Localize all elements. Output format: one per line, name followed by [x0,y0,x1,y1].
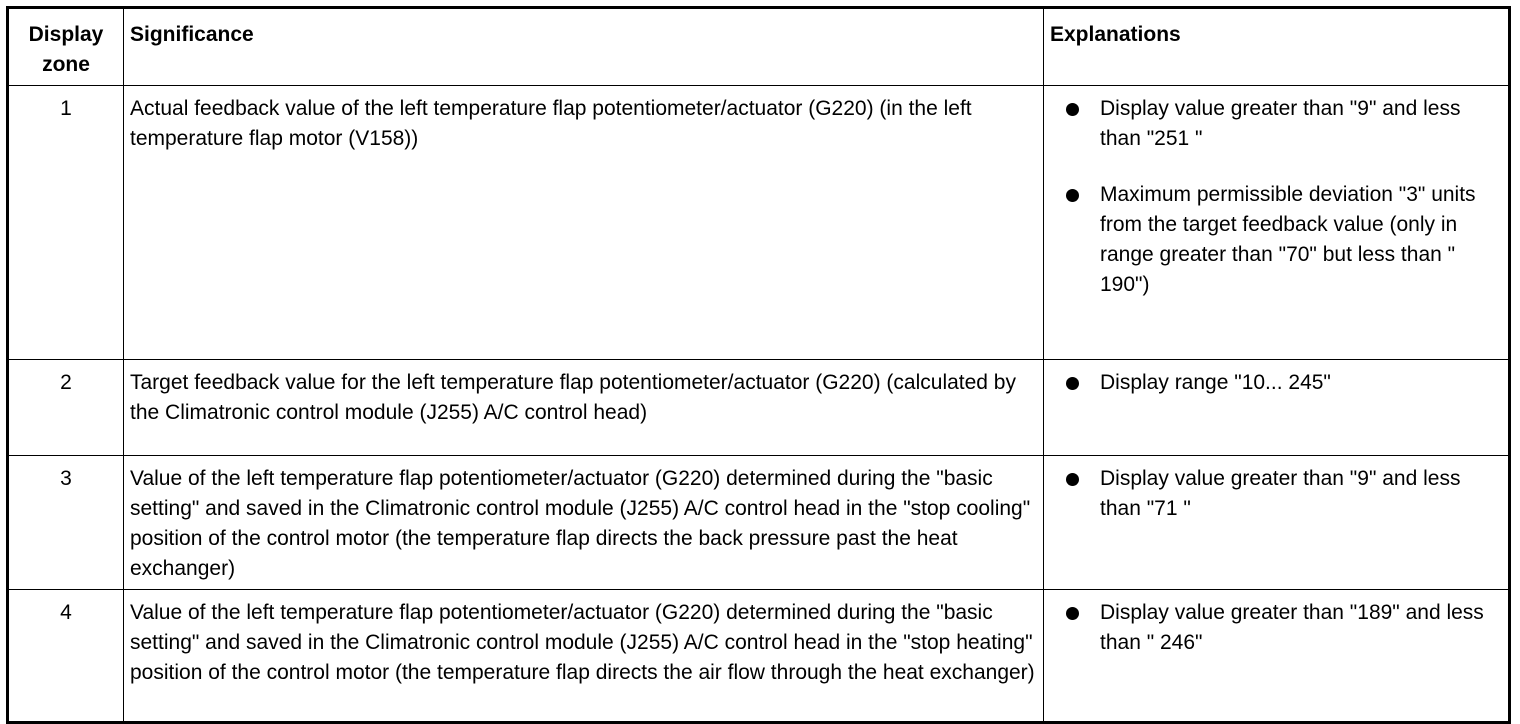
explanations-cell [1044,456,1510,590]
explanation-item [1064,180,1502,300]
bullet-icon [1066,103,1079,116]
explanation-item [1064,598,1502,658]
explanation-item [1064,464,1502,524]
header-significance: Significance [124,8,1044,86]
significance-text: Value of the left temperature flap potentiometer/actuator (G220) determined during the "basic setting" and saved in the Climatronic control module (J255) A/C control head in the "stop heating" position of the control motor (the temperature flap directs the air flow through the heat exchanger) [124,590,1044,723]
explanation-item [1064,368,1502,398]
significance-text: Target feedback value for the left temperature flap potentiometer/actuator (G220) (calculated by the Climatronic control module (J255) A/C control head) [124,360,1044,456]
explanation-list [1064,368,1502,398]
table-row [8,456,1510,590]
significance-text: Actual feedback value of the left temperature flap potentiometer/actuator (G220) (in the left temperature flap motor (V158)) [124,86,1044,360]
explanation-list [1064,94,1502,300]
zone-number: 1 [8,86,124,360]
explanation-text: Display value greater than "9" and less than "71 " [1100,467,1461,520]
explanations-cell [1044,590,1510,723]
zone-number: 2 [8,360,124,456]
display-zone-table [6,6,1511,724]
bullet-icon [1066,377,1079,390]
explanation-text: Display value greater than "189" and less than " 246" [1100,601,1484,654]
table-row [8,590,1510,723]
zone-number: 3 [8,456,124,590]
explanations-cell [1044,360,1510,456]
table-row [8,360,1510,456]
header-display-zone: Display zone [8,8,124,86]
explanation-text: Display value greater than "9" and less than "251 " [1100,97,1461,150]
bullet-icon [1066,607,1079,620]
explanation-text: Maximum permissible deviation "3" units from the target feedback value (only in range greater than "70" but less than " 190") [1100,183,1476,296]
table-header-row [8,8,1510,86]
explanations-cell [1044,86,1510,360]
significance-text: Value of the left temperature flap potentiometer/actuator (G220) determined during the "basic setting" and saved in the Climatronic control module (J255) A/C control head in the "stop cooling" position of the control motor (the temperature flap directs the back pressure past the heat exchanger) [124,456,1044,590]
explanation-list [1064,598,1502,658]
explanation-list [1064,464,1502,524]
explanation-text: Display range "10... 245" [1100,371,1331,394]
table-row [8,86,1510,360]
bullet-icon [1066,189,1079,202]
header-explanations: Explanations [1044,8,1510,86]
zone-number: 4 [8,590,124,723]
explanation-item [1064,94,1502,154]
bullet-icon [1066,473,1079,486]
